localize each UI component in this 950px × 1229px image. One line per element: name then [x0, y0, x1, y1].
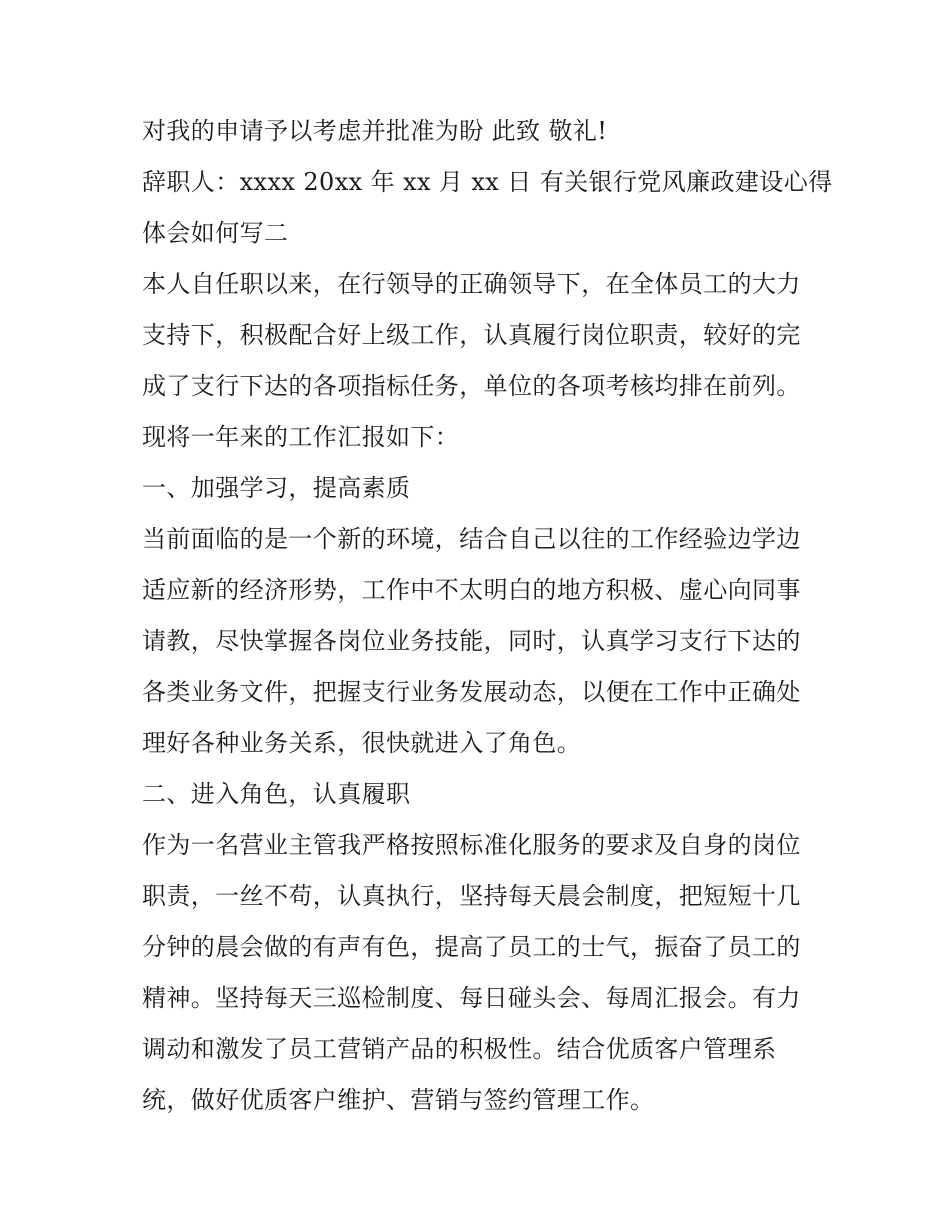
- text-line: 分钟的晨会做的有声有色，提高了员工的士气，振奋了员工的: [142, 933, 801, 961]
- text-line: 请教，尽快掌握各岗位业务技能，同时，认真学习支行下达的: [142, 627, 801, 655]
- text-line: 成了支行下达的各项指标任务，单位的各项考核均排在前列。: [142, 372, 801, 400]
- text-line-signature-title: 辞职人：xxxx 20xx 年 xx 月 xx 日 有关银行党风廉政建设心得: [142, 168, 833, 196]
- text-line: 精神。坚持每天三巡检制度、每日碰头会、每周汇报会。有力: [142, 984, 801, 1012]
- text-line: 当前面临的是一个新的环境，结合自己以往的工作经验边学边: [142, 525, 801, 553]
- text-line: 各类业务文件，把握支行业务发展动态，以便在工作中正确处: [142, 678, 801, 706]
- section-heading-2: 二、进入角色，认真履职: [142, 780, 411, 808]
- text-line: 现将一年来的工作汇报如下：: [142, 423, 460, 451]
- text-line: 职责，一丝不苟，认真执行，坚持每天晨会制度，把短短十几: [142, 882, 801, 910]
- text-line: 本人自任职以来，在行领导的正确领导下，在全体员工的大力: [142, 270, 801, 298]
- text-line: 调动和激发了员工营销产品的积极性。结合优质客户管理系: [142, 1035, 777, 1063]
- text-line: 作为一名营业主管我严格按照标准化服务的要求及自身的岗位: [142, 831, 801, 859]
- text-line: 支持下，积极配合好上级工作，认真履行岗位职责，较好的完: [142, 321, 801, 349]
- text-line-closing: 对我的申请予以考虑并批准为盼 此致 敬礼!: [142, 117, 608, 145]
- section-heading-1: 一、加强学习，提高素质: [142, 474, 411, 502]
- text-line: 理好各种业务关系，很快就进入了角色。: [142, 729, 582, 757]
- text-line-title-continued: 体会如何写二: [142, 219, 289, 247]
- text-line: 适应新的经济形势，工作中不太明白的地方积极、虚心向同事: [142, 576, 801, 604]
- document-body: [142, 106, 833, 1126]
- text-line: 统，做好优质客户维护、营销与签约管理工作。: [142, 1086, 655, 1114]
